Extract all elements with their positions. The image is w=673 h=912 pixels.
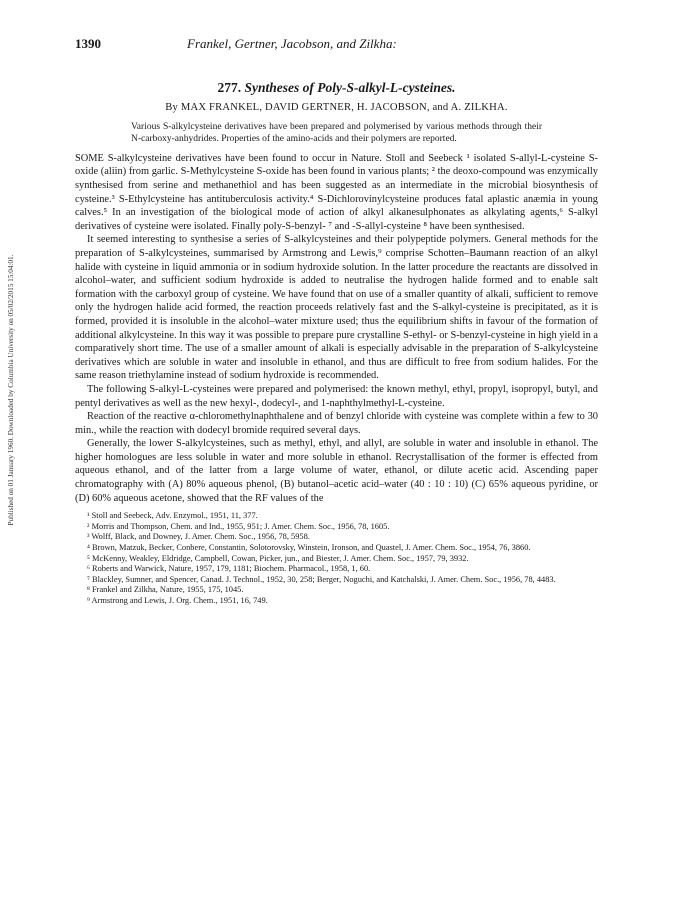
article-number: 277. [217, 80, 242, 95]
article-title-text: Syntheses of Poly-S-alkyl-L-cysteines. [244, 80, 456, 95]
article-title [75, 80, 598, 96]
paragraph: Reaction of the reactive α-chloromethylnaphthalene and of benzyl chloride with cysteine was complete within a few to 30 min., while the reaction with dodecyl bromide required several days. [75, 411, 598, 436]
footnote: ⁹ Armstrong and Lewis, J. Org. Chem., 1951, 16, 749. [87, 596, 268, 605]
body-text [75, 152, 598, 505]
footnotes [75, 511, 598, 606]
paper-page [75, 36, 598, 607]
author-byline: By MAX FRANKEL, DAVID GERTNER, H. JACOBSON, and A. ZILKHA. [165, 102, 508, 113]
footnote: ³ Wolff, Black, and Downey, J. Amer. Chem. Soc., 1956, 78, 5958. [87, 532, 310, 542]
footnote: ⁷ Blackley, Sumner, and Spencer, Canad. J. Technol., 1952, 30, 258; Berger, Noguchi, and Katchalski, J. Amer. Chem. Soc., 1956, 78, 4483. [87, 574, 556, 584]
footnote: ¹ Stoll and Seebeck, Adv. Enzymol., 1951, 11, 377. [87, 511, 258, 521]
footnote: ⁵ McKenny, Weakley, Eldridge, Campbell, Cowan, Picker, jun., and Biester, J. Amer. Chem. Soc., 1957, 79, 3932. [87, 553, 469, 563]
footnote: ⁴ Brown, Matzuk, Becker, Conbere, Constantin, Solotorovsky, Winstein, Ironson, and Quastel, J. Amer. Chem. Soc., 1954, 76, 3860. [87, 543, 531, 553]
footnote: ² Morris and Thompson, Chem. and Ind., 1955, 951; J. Amer. Chem. Soc., 1956, 78, 1605. [87, 521, 390, 531]
paragraph: The following S-alkyl-L-cysteines were prepared and polymerised: the known methyl, ethyl, propyl, isopropyl, butyl, and pentyl derivatives as well as the new hexyl-, dodecyl-, and 1-naphthylmethyl-L-cysteine. [75, 383, 598, 409]
running-header [75, 36, 598, 54]
running-title: Frankel, Gertner, Jacobson, and Zilkha: [187, 36, 397, 51]
download-watermark [4, 160, 18, 620]
abstract: Various S-alkylcysteine derivatives have been prepared and polymerised by various methods through their N-carboxy-anhydrides. Properties of the amino-acids and their polymers are reported. [131, 122, 542, 145]
paragraph: Generally, the lower S-alkylcysteines, such as methyl, ethyl, and allyl, are soluble in water and insoluble in ethanol. The higher homologues are less soluble in water and more soluble in ethanol. Recrystallisation of the former is effected from aqueous ethanol, and of the latter from a large volume of water, ethanol, or dilute acetic acid. Ascending paper chromatography with (A) 80% aqueous phenol, (B) butanol–acetic acid–water (40 : 10 : 10) (C) 65% aqueous pyridine, or (D) 60% aqueous acetone, showed that the RF values of the [75, 438, 598, 504]
download-watermark-text: Published on 01 January 1960. Downloaded by Columbia University on 05/02/2015 15:04:01. [7, 254, 15, 526]
paragraph: SOME S-alkylcysteine derivatives have been found to occur in Nature. Stoll and Seebeck ¹ isolated S-allyl-L-cysteine S-oxide (aliin) from garlic. S-Methylcysteine S-oxide has been found in various plants; ² the deoxo-compound was enzymically synthesised from serine and methanethiol and has been suggested as an intermediate in the microbial biosynthesis of cysteine.³ S-Ethylcysteine has antituberculosis activity.⁴ S-Dichlorovinylcysteine produces fatal aplastic anæmia in young calves.⁵ In an investigation of the biological mode of action of alkyl alkanesulphonates as alkylating agents,⁶ S-alkyl derivatives of cysteine were isolated. Finally poly-S-benzyl- ⁷ and -S-allyl-cysteine ⁸ have been synthesised. [75, 152, 598, 232]
footnote: ⁶ Roberts and Warwick, Nature, 1957, 179, 1181; Biochem. Pharmacol., 1958, 1, 60. [87, 564, 371, 574]
page-number: 1390 [75, 36, 101, 51]
paragraph: It seemed interesting to synthesise a series of S-alkylcysteines and their polypeptide polymers. General methods for the preparation of S-alkylcysteines, summarised by Armstrong and Lewis,⁹ comprise Schotten–Baumann reaction of an alkyl halide with cysteine in liquid ammonia or in sodium hydroxide solution. In the latter procedure the reactants are dissolved in alcohol–water, and sufficient sodium hydroxide is added to neutralise the hydrogen halide formed and to enable salt formation with the carboxyl group of cysteine. We have found that on use of a smaller quantity of alkali, sufficient to remove only the hydrogen halide acid formed, the reaction proceeds relatively fast and the S-alkyl-cysteine is precipitated, as it is formed, provided it is insoluble in the alcohol–water mixture used; thus the equilibrium shifts in favour of the formation of additional alkylcysteine. In this way it was possible to prepare pure crystalline S-ethyl- or S-benzyl-cysteine in high yield in a comparatively short time. The use of a smaller amount of alkali is especially advisable in the preparation of S-alkylcysteine derivatives which are soluble in water and insoluble in ethanol, and thus are difficult to free from sodium halides. For the same reason triethylamine instead of sodium hydroxide is recommended. [75, 234, 598, 382]
footnote: ⁸ Frankel and Zilkha, Nature, 1955, 175, 1045. [87, 585, 244, 595]
